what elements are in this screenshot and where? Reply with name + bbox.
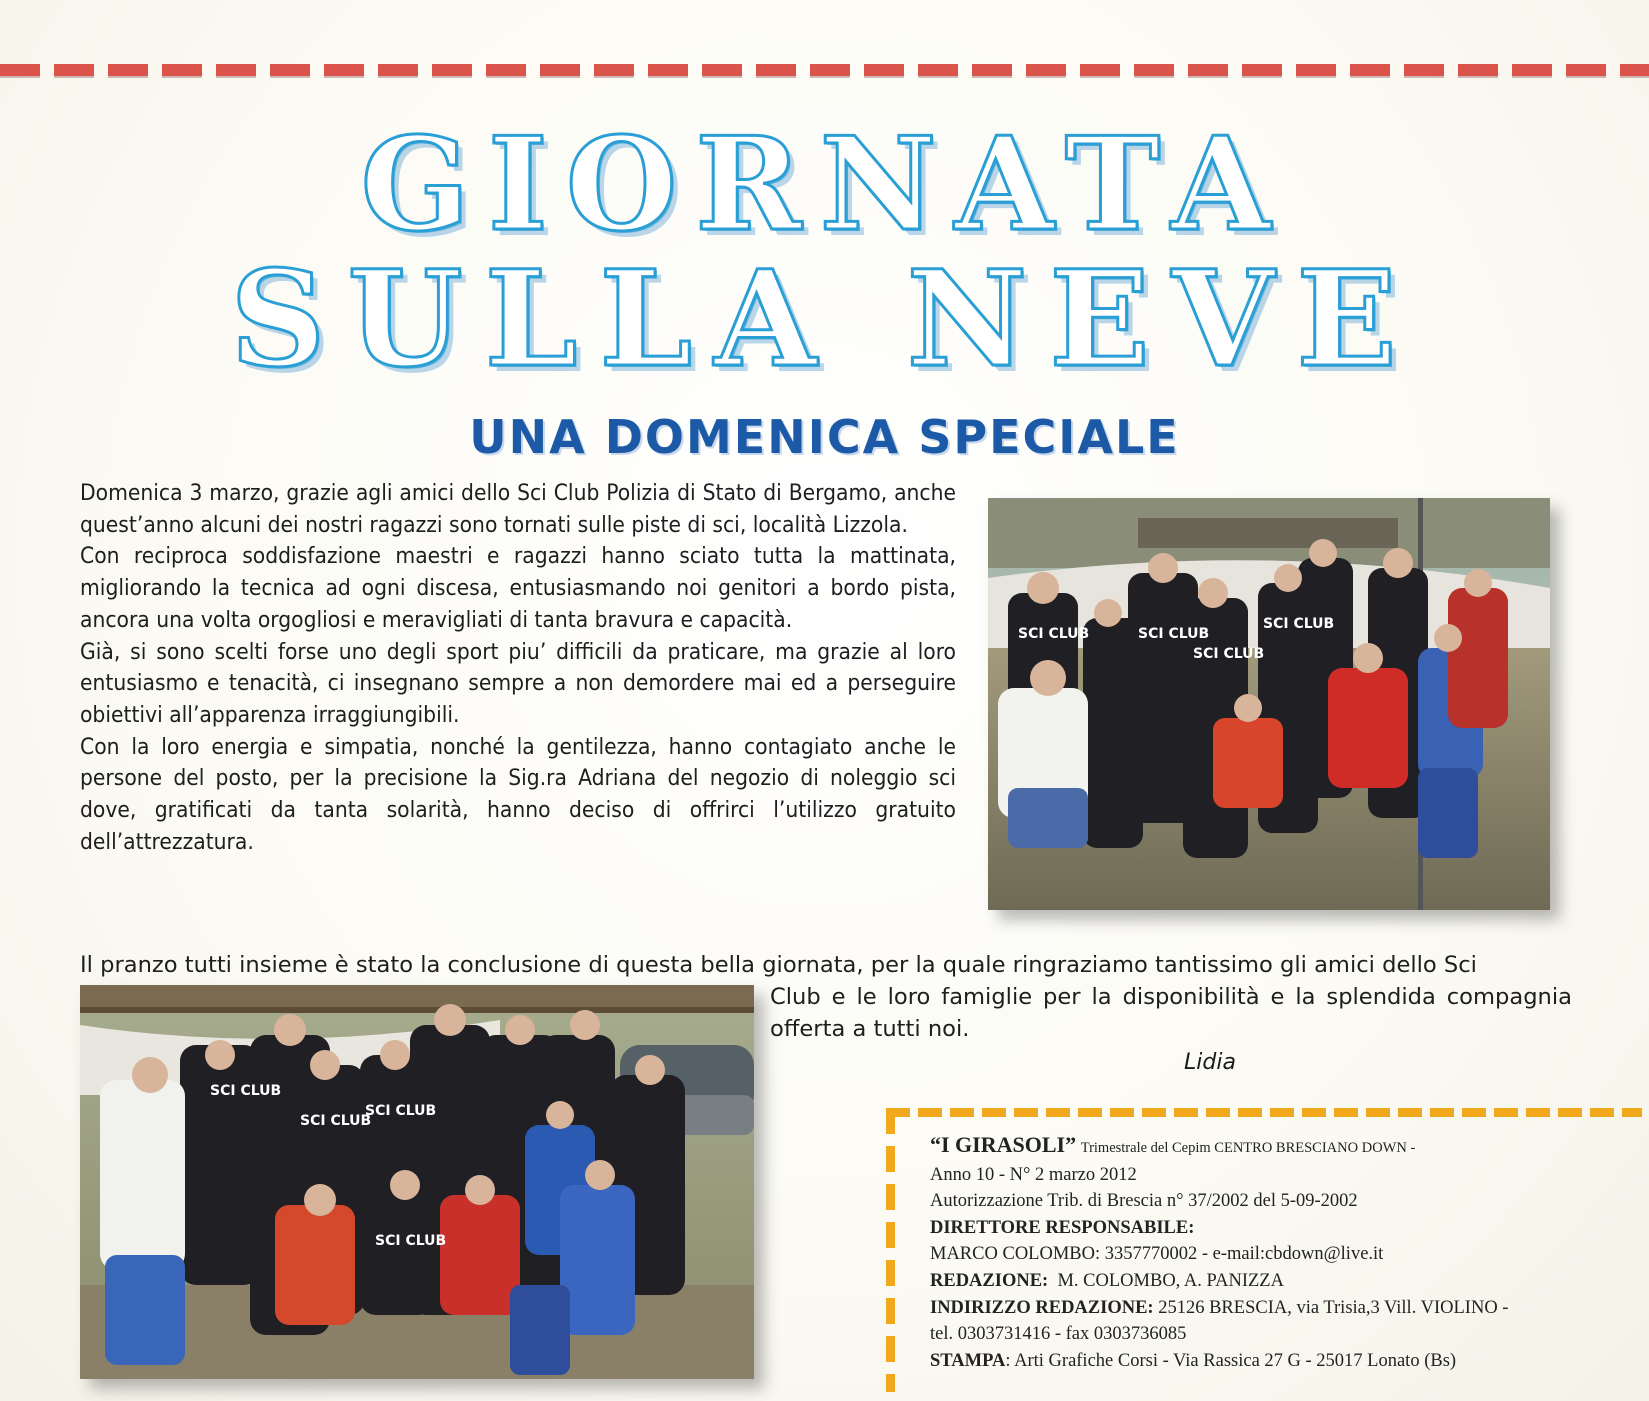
jacket-text: SCI CLUB bbox=[365, 1103, 437, 1119]
jacket-text: SCI CLUB bbox=[1018, 626, 1090, 642]
jacket-text: SCI CLUB bbox=[1263, 616, 1335, 632]
issue-info: Anno 10 - N° 2 marzo 2012 bbox=[930, 1164, 1137, 1185]
address-label: INDIRIZZO REDAZIONE: bbox=[930, 1297, 1154, 1318]
group-photo-2 bbox=[80, 985, 754, 1379]
article-paragraph: Già, si sono scelti forse uno degli sport piu’ difficili da praticare, ma grazie al loro entusiasmo e tenacità, ci insegnano sempre a non demordere mai ed a perseguire obiettivi all’apparenza irraggiungibili. bbox=[80, 638, 956, 728]
editorial-names: M. COLOMBO, A. PANIZZA bbox=[1057, 1270, 1284, 1291]
jacket-text: SCI CLUB bbox=[1193, 646, 1265, 662]
editorial-label: REDAZIONE: bbox=[930, 1270, 1049, 1291]
colophon-magazine-row bbox=[930, 1132, 1630, 1162]
print-label: STAMPA bbox=[930, 1350, 1006, 1371]
top-dashed-border bbox=[0, 64, 1649, 76]
article-body bbox=[80, 478, 956, 858]
article-paragraph: Domenica 3 marzo, grazie agli amici dello Sci Club Polizia di Stato di Bergamo, anche quest’anno alcuni dei nostri ragazzi sono tornati sulle piste di sci, località Lizzola. bbox=[80, 480, 956, 538]
jacket-text: SCI CLUB bbox=[300, 1113, 372, 1129]
phone-info: tel. 0303731416 - fax 0303736085 bbox=[930, 1324, 1187, 1345]
group-photo-1 bbox=[988, 498, 1550, 910]
address-value: 25126 BRESCIA, via Trisia,3 Vill. VIOLINO - bbox=[1158, 1297, 1509, 1318]
director-info: MARCO COLOMBO: 3357770002 - e-mail:cbdown@live.it bbox=[930, 1244, 1384, 1265]
director-label: DIRETTORE RESPONSABILE: bbox=[930, 1217, 1195, 1238]
address-row bbox=[930, 1295, 1630, 1322]
article-paragraph: Con reciproca soddisfazione maestri e ragazzi hanno sciato tutta la mattinata, migliorando la tecnica ad ogni discesa, entusiasmando noi genitori a bordo pista, ancora una volta orgogliosi e meravigliati di tanta bravura e capacità. bbox=[80, 543, 956, 633]
magazine-description: Trimestrale del Cepim CENTRO BRESCIANO DOWN - bbox=[1080, 1140, 1416, 1156]
print-row bbox=[930, 1348, 1630, 1375]
article-closing-line: Il pranzo tutti insieme è stato la conclusione di questa bella giornata, per la quale ringraziamo tantissimo gli amici dello Sci bbox=[80, 952, 1477, 978]
headline-line-1: GIORNATA bbox=[360, 110, 1289, 260]
colophon-text bbox=[930, 1132, 1630, 1374]
colophon-box bbox=[886, 1108, 1642, 1392]
article-paragraph: Con la loro energia e simpatia, nonché la gentilezza, hanno contagiato anche le persone del posto, per la precisione la Sig.ra Adriana del negozio di noleggio sci dove, gratificati da tanta solarità, hanno deciso di offrirci l’utilizzo gratuito dell’attrezzatura. bbox=[80, 733, 956, 855]
editorial-row bbox=[930, 1268, 1630, 1295]
author-signature: Lidia bbox=[1184, 1050, 1236, 1075]
headline-line-2: SULLA NEVE bbox=[230, 242, 1419, 397]
colophon-top-border bbox=[886, 1108, 1642, 1117]
jacket-text: SCI CLUB bbox=[375, 1233, 447, 1249]
subtitle: UNA DOMENICA SPECIALE bbox=[469, 410, 1180, 464]
print-value: : Arti Grafiche Corsi - Via Rassica 27 G - 25017 Lonato (Bs) bbox=[1005, 1350, 1457, 1371]
magazine-name: “I GIRASOLI” bbox=[930, 1132, 1077, 1157]
authorization-info: Autorizzazione Trib. di Brescia n° 37/2002 del 5-09-2002 bbox=[930, 1191, 1358, 1212]
article-closing-continuation: Club e le loro famiglie per la disponibilità e la splendida compagnia offerta a tutti noi. bbox=[770, 984, 1572, 1042]
colophon-left-border bbox=[886, 1108, 895, 1392]
jacket-text: SCI CLUB bbox=[210, 1083, 282, 1099]
jacket-text: SCI CLUB bbox=[1138, 626, 1210, 642]
